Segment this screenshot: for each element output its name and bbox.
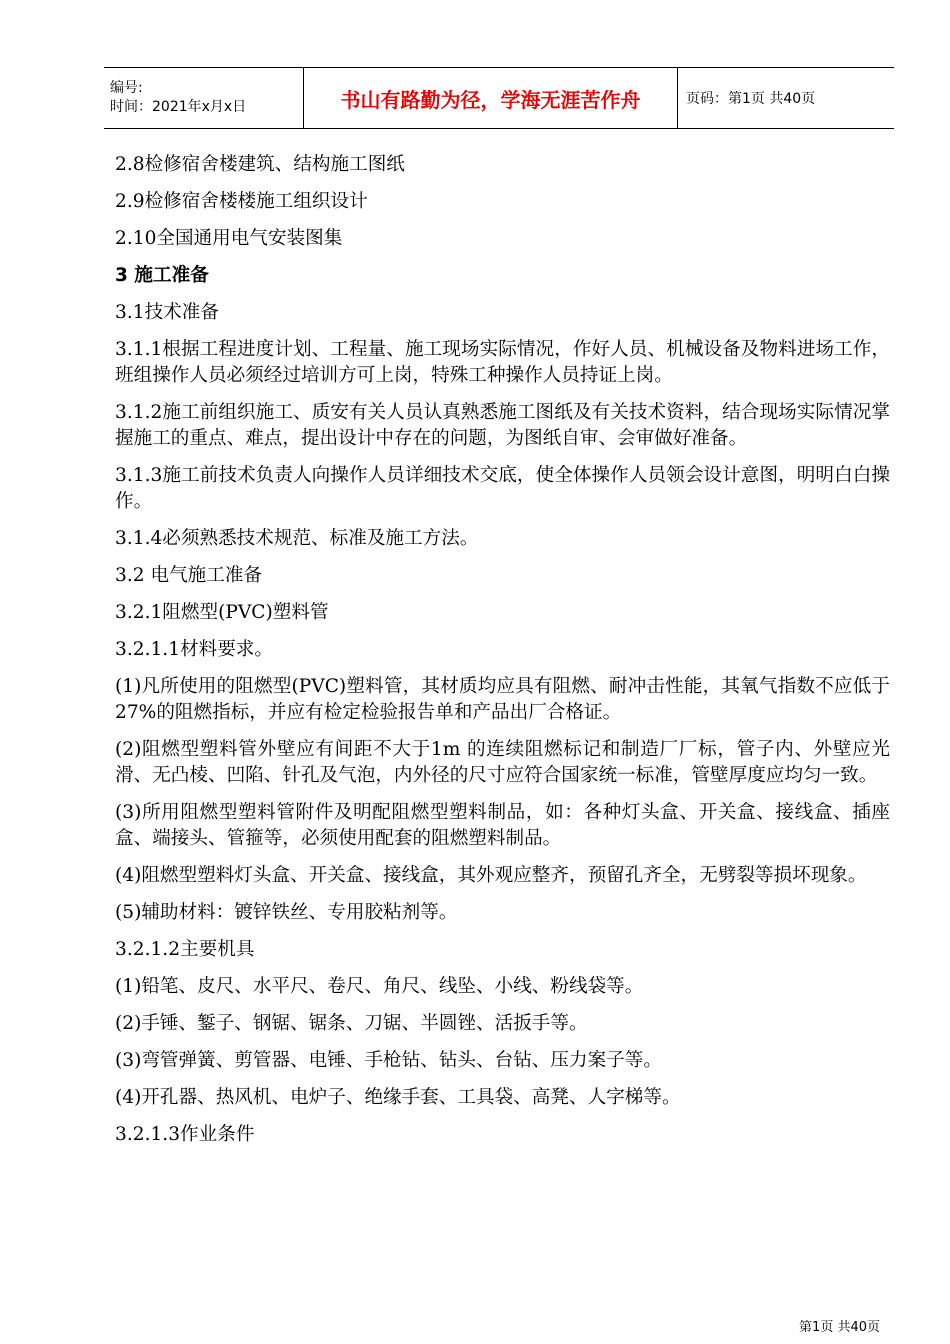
body-paragraph: 3.1.1根据工程进度计划、工程量、施工现场实际情况，作好人员、机械设备及物料进场工作，班组操作人员必须经过培训方可上岗，特殊工种操作人员持证上岗。 bbox=[115, 339, 890, 386]
body-paragraph: 3.1.4必须熟悉技术规范、标准及施工方法。 bbox=[115, 528, 479, 549]
document-header bbox=[104, 67, 894, 129]
body-paragraph: 2.8检修宿舍楼建筑、结构施工图纸 bbox=[115, 154, 405, 175]
body-paragraph: (5)辅助材料：镀锌铁丝、专用胶粘剂等。 bbox=[115, 902, 458, 923]
body-paragraph: (2)阻燃型塑料管外壁应有间距不大于1m 的连续阻燃标记和制造厂厂标，管子内、外壁应光滑、无凸棱、凹陷、针孔及气泡，内外径的尺寸应符合国家统一标准，管壁厚度应均匀一致。 bbox=[115, 739, 890, 786]
header-motto-cell bbox=[304, 68, 678, 128]
body-paragraph: 3.2.1.1材料要求。 bbox=[115, 639, 274, 660]
body-paragraph: 3.2 电气施工准备 bbox=[115, 565, 263, 586]
body-paragraph: 3.1.2施工前组织施工、质安有关人员认真熟悉施工图纸及有关技术资料，结合现场实际情况掌握施工的重点、难点，提出设计中存在的问题，为图纸自审、会审做好准备。 bbox=[115, 402, 890, 449]
body-paragraph: (1)铅笔、皮尺、水平尺、卷尺、角尺、线坠、小线、粉线袋等。 bbox=[115, 976, 644, 997]
body-paragraph: (2)手锤、錾子、钢锯、锯条、刀锯、半圆锉、活扳手等。 bbox=[115, 1013, 588, 1034]
body-paragraph: (3)弯管弹簧、剪管器、电锤、手枪钻、钻头、台钻、压力案子等。 bbox=[115, 1050, 662, 1071]
header-page-info: 页码：第1页 共40页 bbox=[686, 91, 816, 107]
body-paragraph: 2.10全国通用电气安装图集 bbox=[115, 228, 343, 249]
header-meta bbox=[104, 68, 304, 128]
body-paragraph: 3.2.1阻燃型(PVC)塑料管 bbox=[115, 602, 329, 623]
body-paragraph: 3.2.1.3作业条件 bbox=[115, 1124, 255, 1145]
body-paragraph: (4)阻燃型塑料灯头盒、开关盒、接线盒，其外观应整齐，预留孔齐全，无劈裂等损坏现象。 bbox=[115, 865, 867, 886]
header-motto: 书山有路勤为径，学海无涯苦作舟 bbox=[340, 87, 641, 112]
time-label: 时间：2021年x月x日 bbox=[110, 99, 247, 115]
body-paragraph: 2.9检修宿舍楼楼施工组织设计 bbox=[115, 191, 368, 212]
body-paragraph: 3.1技术准备 bbox=[115, 302, 219, 323]
body-paragraph: (4)开孔器、热风机、电炉子、绝缘手套、工具袋、高凳、人字梯等。 bbox=[115, 1087, 681, 1108]
section-heading: 3 施工准备 bbox=[115, 265, 209, 286]
document-body bbox=[115, 152, 890, 1159]
body-paragraph: 3.1.3施工前技术负责人向操作人员详细技术交底，使全体操作人员领会设计意图，明明白白操作。 bbox=[115, 465, 890, 512]
header-page-info-cell bbox=[678, 68, 894, 128]
body-paragraph: (1)凡所使用的阻燃型(PVC)塑料管，其材质均应具有阻燃、耐冲击性能，其氧气指数不应低于27%的阻燃指标，并应有检定检验报告单和产品出厂合格证。 bbox=[115, 676, 890, 723]
body-paragraph: 3.2.1.2主要机具 bbox=[115, 939, 255, 960]
page-footer: 第1页 共40页 bbox=[799, 1320, 880, 1335]
body-paragraph: (3)所用阻燃型塑料管附件及明配阻燃型塑料制品，如：各种灯头盒、开关盒、接线盒、插座盒、端接头、管箍等，必须使用配套的阻燃塑料制品。 bbox=[115, 802, 890, 849]
number-label: 编号: bbox=[110, 80, 143, 96]
